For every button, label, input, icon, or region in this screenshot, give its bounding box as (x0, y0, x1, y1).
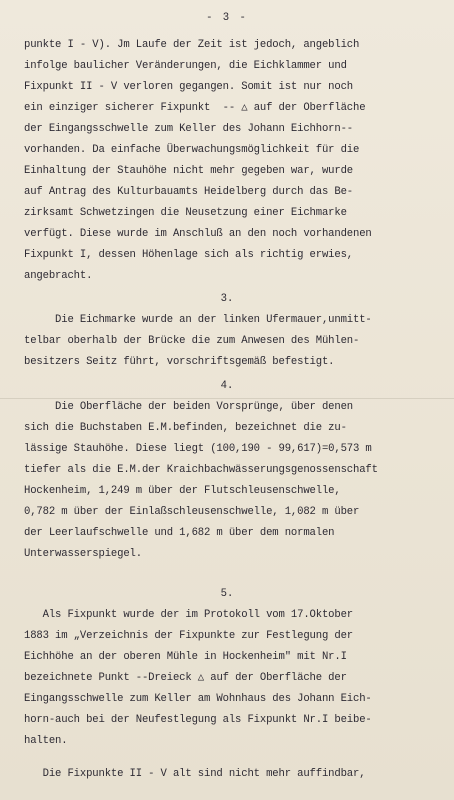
section-number: 3. (220, 293, 234, 305)
text-line: lässige Stauhöhe. Diese liegt (100,190 - 99,617)=0,573 m (24, 443, 372, 455)
text-line: angebracht. (24, 270, 93, 282)
text-line: sich die Buchstaben E.M.befinden, bezeichnet die zu- (24, 422, 347, 434)
text-line: bezeichnete Punkt --Dreieck △ auf der Oberfläche der (24, 672, 347, 684)
text-line: der Eingangsschwelle zum Keller des Johann Eichhorn-- (24, 123, 353, 135)
text-line: telbar oberhalb der Brücke die zum Anwesen des Mühlen- (24, 335, 360, 347)
text-line: Hockenheim, 1,249 m über der Flutschleusenschwelle, (24, 485, 341, 497)
text-line: vorhanden. Da einfache Überwachungsmöglichkeit für die (24, 144, 360, 156)
text-line: auf Antrag des Kulturbauamts Heidelberg durch das Be- (24, 186, 353, 198)
text-line: Fixpunkt I, dessen Höhenlage sich als richtig erwies, (24, 249, 353, 261)
text-line: horn-auch bei der Neufestlegung als Fixpunkt Nr.I beibe- (24, 714, 372, 726)
text-line: Die Fixpunkte II - V alt sind nicht mehr auffindbar, (24, 768, 366, 780)
section-number: 5. (220, 588, 234, 600)
text-line: 0,782 m über der Einlaßschleusenschwelle, 1,082 m über (24, 506, 360, 518)
text-line: Eingangsschwelle zum Keller am Wohnhaus des Johann Eich- (24, 693, 372, 705)
text-line: Die Oberfläche der beiden Vorsprünge, über denen (24, 401, 353, 413)
text-line: punkte I - V). Jm Laufe der Zeit ist jedoch, angeblich (24, 39, 360, 51)
page-number: - 3 - (206, 12, 248, 24)
text-line: Als Fixpunkt wurde der im Protokoll vom 17.Oktober (24, 609, 353, 621)
text-line: Die Eichmarke wurde an der linken Ufermauer,unmitt- (24, 314, 372, 326)
text-line: infolge baulicher Veränderungen, die Eichklammer und (24, 60, 347, 72)
text-line: 1883 im „Verzeichnis der Fixpunkte zur Festlegung der (24, 630, 353, 642)
text-line: zirksamt Schwetzingen die Neusetzung einer Eichmarke (24, 207, 347, 219)
text-line: ein einziger sicherer Fixpunkt -- △ auf der Oberfläche (24, 102, 366, 114)
text-line: halten. (24, 735, 68, 747)
text-line: der Leerlaufschwelle und 1,682 m über dem normalen (24, 527, 335, 539)
text-line: Eichhöhe an der oberen Mühle in Hockenheim" mit Nr.I (24, 651, 347, 663)
section-number: 4. (220, 380, 234, 392)
text-line: Fixpunkt II - V verloren gegangen. Somit ist nur noch (24, 81, 353, 93)
text-line: besitzers Seitz führt, vorschriftsgemäß befestigt. (24, 356, 335, 368)
text-line: Unterwasserspiegel. (24, 548, 142, 560)
text-line: tiefer als die E.M.der Kraichbachwässerungsgenossenschaft (24, 464, 378, 476)
text-line: Einhaltung der Stauhöhe nicht mehr gegeben war, wurde (24, 165, 353, 177)
text-line: verfügt. Diese wurde im Anschluß an den noch vorhandenen (24, 228, 372, 240)
paper-fold (0, 398, 454, 399)
